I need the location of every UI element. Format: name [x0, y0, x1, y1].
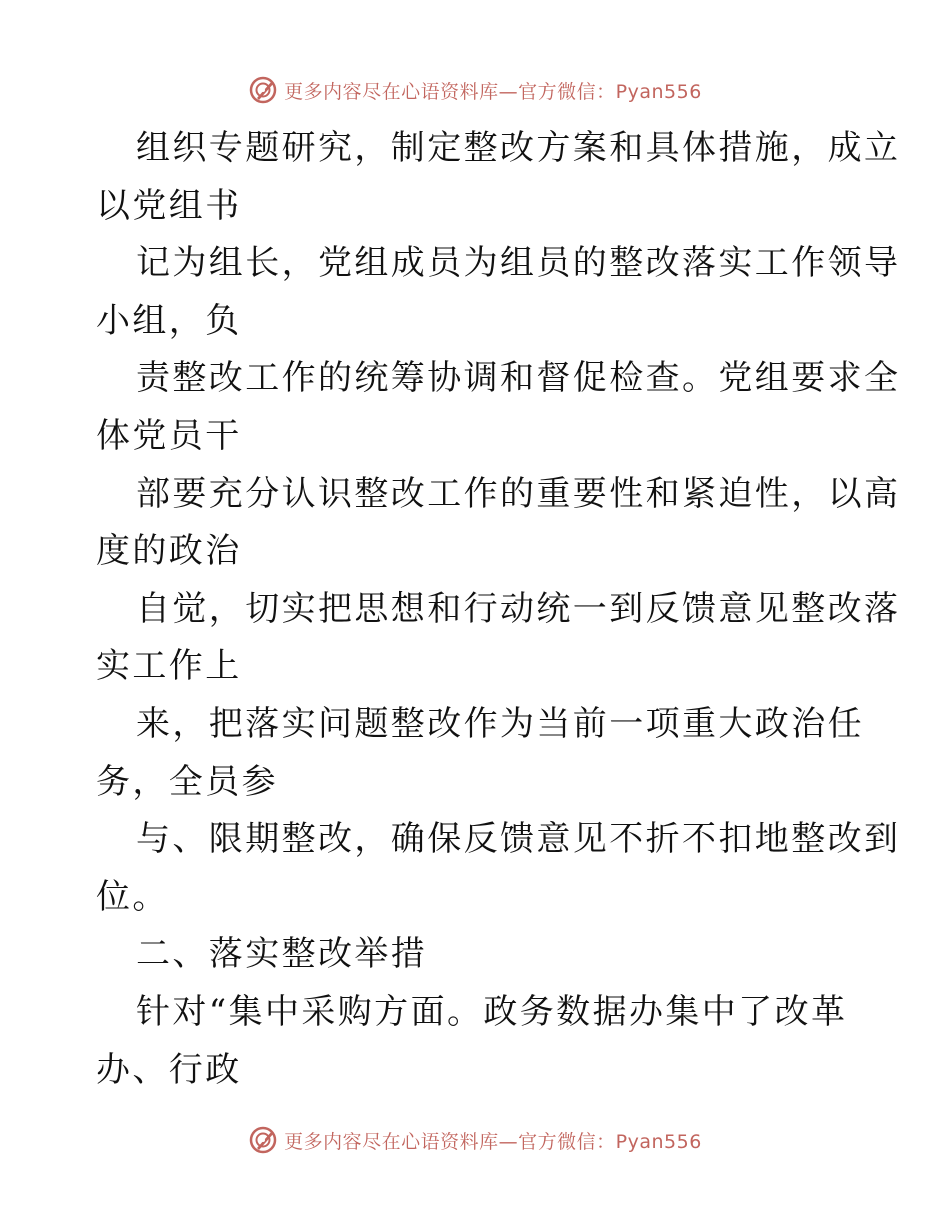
- text-line: 以党组书: [96, 185, 242, 226]
- text-line: 来，把落实问题整改作为当前一项重大政治任: [136, 703, 864, 744]
- text-line: 体党员干: [96, 415, 242, 456]
- header-watermark: [0, 70, 950, 110]
- text-line: 记为组长，党组成员为组员的整改落实工作领导: [136, 243, 901, 284]
- watermark-text: 更多内容尽在心语资料库—官方微信：Pyan556: [284, 80, 702, 103]
- document-body: [96, 120, 901, 1099]
- section-heading: 二、落实整改举措: [136, 934, 428, 975]
- text-line: 务，全员参: [96, 761, 278, 802]
- pen-logo-icon: [248, 1125, 278, 1155]
- text-line: 组织专题研究，制定整改方案和具体措施，成立: [136, 128, 901, 168]
- text-line: 自觉，切实把思想和行动统一到反馈意见整改落: [136, 588, 901, 629]
- text-line: 位。: [96, 876, 169, 917]
- text-line: 针对“集中采购方面。政务数据办集中了改革: [136, 991, 848, 1032]
- text-line: 部要充分认识整改工作的重要性和紧迫性，以高: [136, 473, 901, 514]
- pen-logo-icon: [248, 75, 278, 105]
- text-line: 责整改工作的统筹协调和督促检查。党组要求全: [136, 358, 901, 399]
- footer-watermark: [0, 1120, 950, 1160]
- text-line: 实工作上: [96, 646, 242, 687]
- text-line: 小组，负: [96, 300, 242, 341]
- watermark-text: 更多内容尽在心语资料库—官方微信：Pyan556: [284, 1130, 702, 1153]
- text-line: 度的政治: [96, 531, 242, 572]
- text-line: 与、限期整改，确保反馈意见不折不扣地整改到: [136, 819, 901, 860]
- text-line: 办、行政: [96, 1049, 242, 1090]
